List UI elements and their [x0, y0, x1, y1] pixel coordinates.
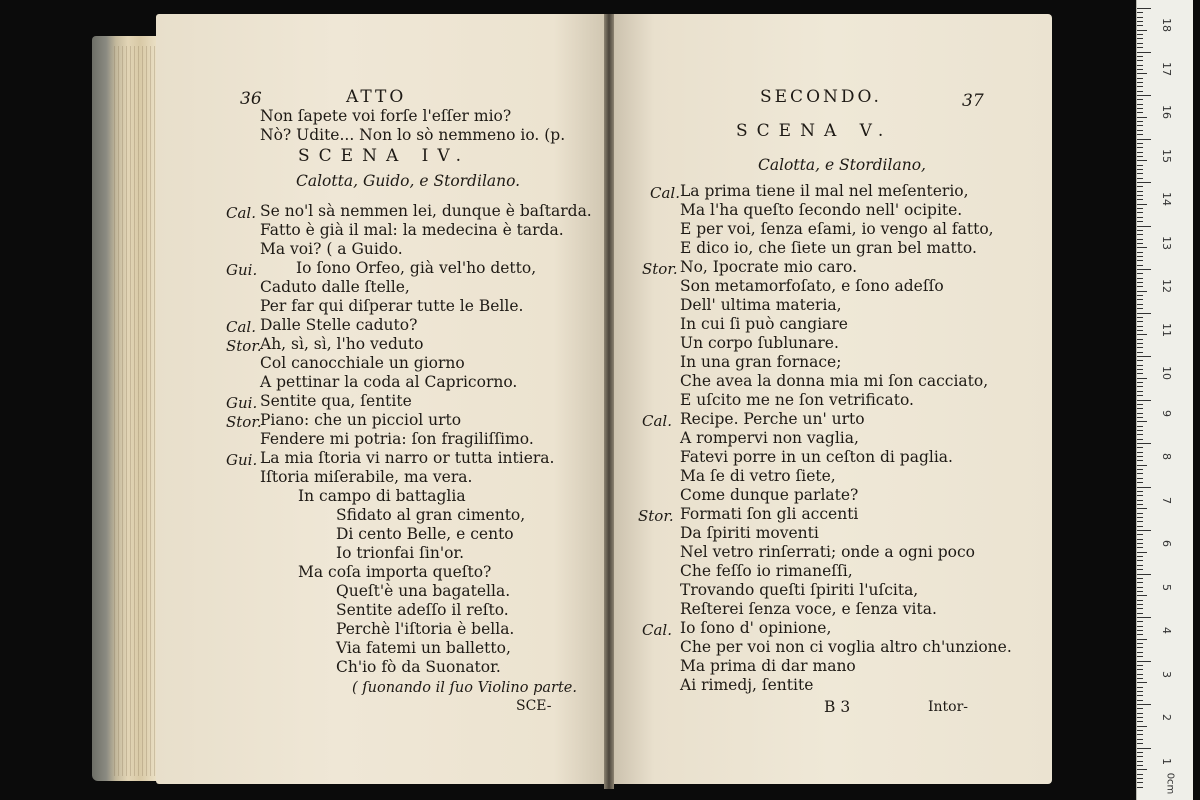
ruler-tick [1137, 695, 1143, 696]
ruler-tick [1137, 243, 1143, 244]
text-line: Sentite qua, ſentite [260, 392, 412, 410]
ruler-tick [1137, 186, 1143, 187]
text-line: Come dunque parlate? [680, 486, 859, 504]
page-number: 36 [240, 89, 262, 109]
text-line: Che avea la donna mia mi ſon cacciato, [680, 372, 989, 390]
ruler-tick [1137, 169, 1143, 170]
ruler-number: 18 [1160, 18, 1173, 32]
ruler-tick [1137, 748, 1151, 749]
ruler-tick [1137, 469, 1143, 470]
ruler-tick [1137, 734, 1143, 735]
ruler-number: 11 [1160, 322, 1173, 337]
ruler-tick [1137, 774, 1143, 775]
ruler-tick [1137, 25, 1143, 26]
text-line: Nò? Udite... Non lo sò nemmeno io. (p. [260, 126, 566, 144]
text-line: E per voi, ſenza eſami, io vengo al fatto, [680, 220, 994, 238]
ruler-tick [1137, 578, 1143, 579]
ruler-tick [1137, 265, 1143, 266]
ruler-tick [1137, 47, 1143, 48]
ruler-tick [1137, 252, 1143, 253]
text-line: Ma voi? ( a Guido. [260, 240, 403, 258]
ruler-tick [1137, 130, 1143, 131]
ruler-tick [1137, 704, 1151, 705]
text-line: A pettinar la coda al Capricorno. [260, 373, 518, 391]
ruler-tick [1137, 43, 1143, 44]
ruler-tick [1137, 78, 1143, 79]
text-line: Nel vetro rinſerrati; onde a ogni poco [680, 543, 975, 561]
ruler-tick [1137, 547, 1143, 548]
ruler-tick [1137, 700, 1143, 701]
text-line: Reſterei ſenza voce, e ſenza vita. [680, 600, 937, 618]
text-line: Ma prima di dar mano [680, 657, 856, 675]
speaker-label: Stor. [638, 507, 674, 525]
ruler-tick [1137, 613, 1143, 614]
ruler-tick [1137, 117, 1147, 118]
ruler-tick [1137, 730, 1143, 731]
ruler-tick [1137, 647, 1143, 648]
text-line: Fatevi porre in un ceſton di paglia. [680, 448, 953, 466]
ruler-tick [1137, 787, 1143, 788]
text-line: No, Ipocrate mio caro. [680, 258, 858, 276]
ruler-number: 10 [1160, 366, 1173, 380]
ruler-tick [1137, 343, 1143, 344]
ruler-tick [1137, 560, 1143, 561]
ruler-tick [1137, 713, 1143, 714]
ruler-tick [1137, 569, 1143, 570]
speaker-label: Cal. [226, 204, 256, 222]
ruler-tick [1137, 352, 1143, 353]
ruler-tick [1137, 121, 1143, 122]
ruler-tick [1137, 682, 1147, 683]
text-line: In campo di battaglia [298, 487, 466, 505]
ruler-tick [1137, 191, 1143, 192]
ruler-tick [1137, 617, 1151, 618]
ruler-tick [1137, 608, 1143, 609]
ruler-tick [1137, 326, 1143, 327]
ruler-tick [1137, 491, 1143, 492]
speaker-label: Cal. [226, 318, 256, 336]
scene-persons: Calotta, Guido, e Stordilano. [296, 172, 521, 190]
signature-mark: B 3 [824, 698, 851, 716]
ruler-tick [1137, 147, 1143, 148]
speaker-label: Gui. [226, 394, 258, 412]
ruler-tick [1137, 639, 1147, 640]
book-gutter [604, 14, 614, 789]
ruler-number: 1 [1160, 757, 1173, 765]
text-line: Di cento Belle, e cento [336, 525, 514, 543]
text-line: Per far qui diſperar tutte le Belle. [260, 297, 524, 315]
text-line: In una gran fornace; [680, 353, 842, 371]
ruler-tick [1137, 430, 1143, 431]
ruler-tick [1137, 426, 1143, 427]
ruler-tick [1137, 752, 1143, 753]
ruler-tick [1137, 756, 1143, 757]
ruler-tick [1137, 530, 1151, 531]
ruler-tick [1137, 91, 1143, 92]
ruler-tick [1137, 256, 1143, 257]
text-line: Se no'l sà nemmen lei, dunque è baſtarda. [260, 202, 592, 220]
ruler-tick [1137, 195, 1143, 196]
ruler-number: 15 [1160, 148, 1173, 163]
ruler-tick [1137, 82, 1143, 83]
ruler-tick [1137, 417, 1143, 418]
ruler-tick [1137, 30, 1147, 31]
text-line: Da ſpiriti moventi [680, 524, 819, 542]
ruler-tick [1137, 434, 1143, 435]
ruler-tick [1137, 565, 1143, 566]
ruler-tick [1137, 278, 1143, 279]
ruler-tick [1137, 378, 1147, 379]
ruler-number: 13 [1160, 235, 1173, 250]
ruler-tick [1137, 134, 1143, 135]
speaker-label: Gui. [226, 261, 258, 279]
measuring-ruler [1136, 0, 1193, 800]
ruler-tick [1137, 273, 1143, 274]
ruler-tick [1137, 678, 1143, 679]
ruler-tick [1137, 517, 1143, 518]
ruler-tick [1137, 95, 1151, 96]
text-line: Via fatemi un balletto, [336, 639, 511, 657]
ruler-tick [1137, 139, 1151, 140]
ruler-tick [1137, 630, 1143, 631]
ruler-tick [1137, 386, 1143, 387]
ruler-tick [1137, 452, 1143, 453]
ruler-tick [1137, 552, 1147, 553]
ruler-tick [1137, 239, 1143, 240]
ruler-tick [1137, 556, 1143, 557]
text-line: Io ſono Orfeo, già vel'ho detto, [296, 259, 537, 277]
text-line: Queſt'è una bagatella. [336, 582, 511, 600]
catchword: Intor- [928, 699, 969, 715]
ruler-tick [1137, 487, 1151, 488]
ruler-tick [1137, 152, 1143, 153]
ruler-tick [1137, 356, 1151, 357]
speaker-label: Cal. [650, 184, 680, 202]
text-line: Fatto è già il mal: la medecina è tarda. [260, 221, 564, 239]
ruler-tick [1137, 86, 1143, 87]
ruler-tick [1137, 21, 1143, 22]
speaker-label: Stor. [642, 260, 678, 278]
ruler-tick [1137, 400, 1151, 401]
ruler-tick [1137, 665, 1143, 666]
ruler-tick [1137, 73, 1147, 74]
ruler-tick [1137, 765, 1143, 766]
text-line: E dico io, che ſiete un gran bel matto. [680, 239, 977, 257]
ruler-tick [1137, 230, 1143, 231]
text-line: Formati ſon gli accenti [680, 505, 859, 523]
ruler-number: 9 [1160, 409, 1173, 417]
ruler-tick [1137, 17, 1143, 18]
ruler-tick [1137, 330, 1143, 331]
scene-heading: SCENA IV. [298, 146, 471, 166]
ruler-tick [1137, 226, 1151, 227]
ruler-tick [1137, 691, 1143, 692]
ruler-tick [1137, 652, 1143, 653]
scene-heading: SCENA V. [736, 121, 893, 141]
ruler-tick [1137, 595, 1147, 596]
ruler-tick [1137, 321, 1143, 322]
ruler-tick [1137, 217, 1143, 218]
ruler-tick [1137, 156, 1143, 157]
ruler-unit-label: 0cm [1164, 772, 1176, 795]
ruler-tick [1137, 413, 1143, 414]
ruler-tick [1137, 504, 1143, 505]
text-line: Ah, sì, sì, l'ho veduto [260, 335, 424, 353]
ruler-number: 6 [1160, 540, 1173, 547]
ruler-tick [1137, 12, 1143, 13]
ruler-tick [1137, 52, 1151, 53]
ruler-tick [1137, 360, 1143, 361]
ruler-tick [1137, 643, 1143, 644]
speaker-label: Gui. [226, 451, 258, 469]
speaker-label: Cal. [642, 412, 672, 430]
ruler-tick [1137, 721, 1143, 722]
ruler-tick [1137, 526, 1143, 527]
ruler-tick [1137, 626, 1143, 627]
right-page [610, 14, 1052, 784]
text-line: Ma ſe di vetro ſiete, [680, 467, 836, 485]
ruler-tick [1137, 600, 1143, 601]
ruler-tick [1137, 478, 1143, 479]
ruler-tick [1137, 373, 1143, 374]
ruler-tick [1137, 99, 1143, 100]
ruler-tick [1137, 112, 1143, 113]
ruler-number: 2 [1160, 714, 1173, 721]
ruler-tick [1137, 160, 1147, 161]
ruler-tick [1137, 769, 1147, 770]
ruler-tick [1137, 761, 1143, 762]
ruler-tick [1137, 708, 1143, 709]
ruler-tick [1137, 743, 1143, 744]
ruler-tick [1137, 621, 1143, 622]
ruler-tick [1137, 739, 1143, 740]
text-line: Dell' ultima materia, [680, 296, 842, 314]
text-line: In cui ſi può cangiare [680, 315, 848, 333]
scene-persons: Calotta, e Stordilano, [758, 156, 926, 174]
ruler-tick [1137, 165, 1143, 166]
ruler-tick [1137, 317, 1143, 318]
text-line: A rompervi non vaglia, [680, 429, 859, 447]
ruler-number: 17 [1160, 61, 1173, 76]
text-line: Trovando queſti ſpiriti l'uſcita, [680, 581, 919, 599]
text-line: Io ſono d' opinione, [680, 619, 832, 637]
left-page [156, 14, 608, 784]
text-line: Non ſapete voi forſe l'eſſer mio? [260, 107, 512, 125]
ruler-tick [1137, 778, 1143, 779]
ruler-tick [1137, 234, 1143, 235]
ruler-tick [1137, 34, 1143, 35]
ruler-tick [1137, 173, 1143, 174]
text-line: Ma l'ha queſto ſecondo nell' ocipite. [680, 201, 963, 219]
ruler-number: 16 [1160, 105, 1173, 119]
ruler-tick [1137, 178, 1143, 179]
page-number: 37 [962, 91, 984, 111]
speaker-label: Stor. [226, 337, 262, 355]
ruler-number: 14 [1160, 192, 1173, 206]
ruler-tick [1137, 460, 1143, 461]
ruler-tick [1137, 60, 1143, 61]
ruler-tick [1137, 408, 1143, 409]
ruler-tick [1137, 587, 1143, 588]
text-line: Piano: che un picciol urto [260, 411, 462, 429]
stage-direction: ( ſuonando il ſuo Violino parte. [352, 680, 577, 696]
text-line: Ch'io fò da Suonator. [336, 658, 501, 676]
ruler-tick [1137, 500, 1143, 501]
text-line: Ai rimedj, ſentite [680, 676, 814, 694]
ruler-tick [1137, 456, 1143, 457]
ruler-tick [1137, 125, 1143, 126]
ruler-tick [1137, 661, 1151, 662]
ruler-tick [1137, 534, 1143, 535]
ruler-tick [1137, 404, 1143, 405]
text-line: Caduto dalle ſtelle, [260, 278, 410, 296]
open-book [92, 14, 1092, 789]
ruler-number: 5 [1160, 583, 1173, 591]
text-line: Che per voi non ci voglia altro ch'unzione. [680, 638, 1012, 656]
text-line: La mia ſtoria vi narro or tutta intiera. [260, 449, 555, 467]
text-line: Col canocchiale un giorno [260, 354, 465, 372]
ruler-tick [1137, 304, 1143, 305]
ruler-tick [1137, 260, 1143, 261]
catchword: SCE- [516, 698, 552, 714]
ruler-tick [1137, 782, 1143, 783]
text-line: Un corpo ſublunare. [680, 334, 839, 352]
ruler-tick [1137, 717, 1143, 718]
text-line: Sfidato al gran cimento, [336, 506, 526, 524]
ruler-tick [1137, 656, 1143, 657]
ruler-tick [1137, 291, 1147, 292]
ruler-tick [1137, 56, 1143, 57]
text-line: Che feſſo io rimaneſſi, [680, 562, 853, 580]
speaker-label: Cal. [642, 621, 672, 639]
ruler-tick [1137, 313, 1151, 314]
text-line: Fendere mi potria: ſon fragiliſſimo. [260, 430, 534, 448]
ruler-tick [1137, 421, 1147, 422]
ruler-number: 8 [1160, 453, 1173, 460]
ruler-number: 3 [1160, 670, 1173, 678]
ruler-tick [1137, 199, 1143, 200]
text-line: Iſtoria miſerabile, ma vera. [260, 468, 473, 486]
running-header: SECONDO. [760, 87, 882, 107]
ruler-tick [1137, 521, 1143, 522]
ruler-tick [1137, 208, 1143, 209]
text-line: Dalle Stelle caduto? [260, 316, 418, 334]
ruler-tick [1137, 282, 1143, 283]
ruler-tick [1137, 221, 1143, 222]
ruler-tick [1137, 143, 1143, 144]
ruler-tick [1137, 465, 1147, 466]
ruler-number: 4 [1160, 627, 1173, 634]
ruler-tick [1137, 212, 1143, 213]
ruler-tick [1137, 108, 1143, 109]
ruler-tick [1137, 65, 1143, 66]
ruler-tick [1137, 8, 1151, 9]
ruler-tick [1137, 604, 1143, 605]
text-line: Ma coſa importa queſto? [298, 563, 492, 581]
ruler-tick [1137, 365, 1143, 366]
running-header: ATTO [346, 87, 407, 107]
ruler-tick [1137, 339, 1143, 340]
ruler-number: 7 [1160, 496, 1173, 504]
text-line: Son metamorfoſato, e ſono adeſſo [680, 277, 944, 295]
speaker-label: Stor. [226, 413, 262, 431]
ruler-tick [1137, 495, 1143, 496]
ruler-tick [1137, 382, 1143, 383]
ruler-tick [1137, 591, 1143, 592]
ruler-tick [1137, 38, 1143, 39]
text-line: E uſcito me ne ſon vetrificato. [680, 391, 914, 409]
ruler-tick [1137, 369, 1143, 370]
ruler-tick [1137, 247, 1147, 248]
ruler-number: 12 [1160, 279, 1173, 293]
ruler-tick [1137, 513, 1143, 514]
ruler-tick [1137, 334, 1147, 335]
ruler-tick [1137, 269, 1151, 270]
ruler-tick [1137, 539, 1143, 540]
ruler-tick [1137, 634, 1143, 635]
ruler-tick [1137, 69, 1143, 70]
ruler-tick [1137, 574, 1151, 575]
ruler-tick [1137, 204, 1147, 205]
ruler-tick [1137, 286, 1143, 287]
ruler-tick [1137, 295, 1143, 296]
ruler-tick [1137, 443, 1151, 444]
ruler-tick [1137, 482, 1143, 483]
ruler-tick [1137, 582, 1143, 583]
ruler-tick [1137, 669, 1143, 670]
ruler-tick [1137, 347, 1143, 348]
ruler-tick [1137, 508, 1147, 509]
ruler-tick [1137, 104, 1143, 105]
ruler-tick [1137, 439, 1143, 440]
ruler-tick [1137, 391, 1143, 392]
ruler-tick [1137, 543, 1143, 544]
text-line: Perchè l'iſtoria è bella. [336, 620, 515, 638]
text-line: Io trionfai ſin'or. [336, 544, 465, 562]
ruler-tick [1137, 687, 1143, 688]
ruler-tick [1137, 182, 1151, 183]
ruler-tick [1137, 726, 1147, 727]
ruler-tick [1137, 308, 1143, 309]
ruler-tick [1137, 299, 1143, 300]
text-line: Recipe. Perche un' urto [680, 410, 865, 428]
ruler-tick [1137, 674, 1143, 675]
text-line: La prima tiene il mal nel meſenterio, [680, 182, 969, 200]
ruler-tick [1137, 473, 1143, 474]
ruler-tick [1137, 395, 1143, 396]
ruler-tick [1137, 447, 1143, 448]
text-line: Sentite adeſſo il reſto. [336, 601, 509, 619]
